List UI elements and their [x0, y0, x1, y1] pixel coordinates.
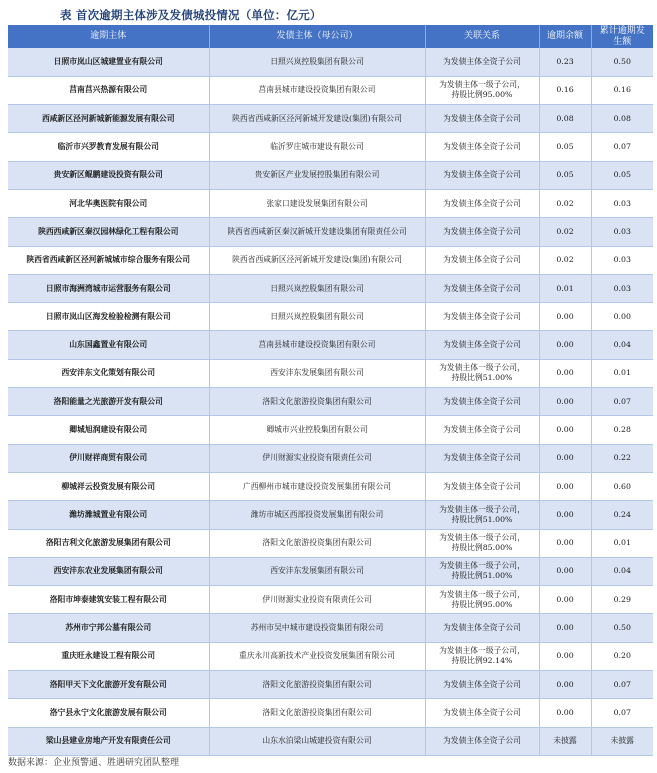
relation-cell: 为发债主体一级子公司， 持股比例51.00%	[425, 359, 539, 387]
table-row	[8, 331, 653, 359]
table-row	[8, 388, 653, 416]
entity-cell: 洛阳甲天下文化旅游开发有限公司	[8, 671, 209, 699]
relation-cell: 为发债主体全资子公司	[425, 189, 539, 217]
issuer-cell: 莒南县城市建设投资集团有限公司	[209, 76, 425, 104]
issuer-cell: 卿城市兴业控股集团有限公司	[209, 416, 425, 444]
cumulative-amount-cell: 0.04	[591, 557, 653, 585]
entity-cell: 西安沣东农业发展集团有限公司	[8, 557, 209, 585]
entity-cell: 伊川财祥商贸有限公司	[8, 444, 209, 472]
entity-cell: 柳城祥云投资发展有限公司	[8, 472, 209, 500]
issuer-cell: 陕西省西咸新区秦汉新城开发建设集团有限责任公司	[209, 218, 425, 246]
issuer-cell: 日照兴岚控股集团有限公司	[209, 48, 425, 76]
relation-cell: 为发债主体全资子公司	[425, 727, 539, 755]
relation-cell: 为发债主体全资子公司	[425, 246, 539, 274]
overdue-balance-cell: 0.05	[539, 161, 591, 189]
entity-cell: 莒南莒兴热源有限公司	[8, 76, 209, 104]
table-row	[8, 133, 653, 161]
cumulative-amount-cell: 0.03	[591, 218, 653, 246]
entity-cell: 洛阳吉利文化旅游发展集团有限公司	[8, 529, 209, 557]
cumulative-amount-cell: 0.07	[591, 671, 653, 699]
entity-cell: 山东国鑫置业有限公司	[8, 331, 209, 359]
relation-cell: 为发债主体一级子公司， 持股比例51.00%	[425, 501, 539, 529]
entity-cell: 贵安新区鲲鹏建设投资有限公司	[8, 161, 209, 189]
overdue-balance-cell: 0.02	[539, 246, 591, 274]
cumulative-amount-cell: 0.24	[591, 501, 653, 529]
issuer-cell: 广西柳州市城市建设投资发展集团有限公司	[209, 472, 425, 500]
cumulative-amount-cell: 0.29	[591, 586, 653, 614]
overdue-balance-cell: 0.23	[539, 48, 591, 76]
cumulative-amount-cell: 0.03	[591, 274, 653, 302]
overdue-balance-cell: 0.00	[539, 359, 591, 387]
relation-cell: 为发债主体全资子公司	[425, 614, 539, 642]
issuer-cell: 张家口建设发展集团有限公司	[209, 189, 425, 217]
cumulative-amount-cell: 0.05	[591, 161, 653, 189]
issuer-cell: 伊川财源实业投资有限责任公司	[209, 586, 425, 614]
entity-cell: 西咸新区泾河新城新能源发展有限公司	[8, 105, 209, 133]
table-row	[8, 586, 653, 614]
table-row	[8, 218, 653, 246]
table-row	[8, 303, 653, 331]
issuer-cell: 潍坊市城区西部投资发展集团有限公司	[209, 501, 425, 529]
issuer-cell: 洛阳文化旅游投资集团有限公司	[209, 671, 425, 699]
relation-cell: 为发债主体一级子公司， 持股比例95.00%	[425, 586, 539, 614]
entity-cell: 日照市岚山区城建置业有限公司	[8, 48, 209, 76]
overdue-balance-cell: 0.00	[539, 699, 591, 727]
cumulative-amount-cell: 0.50	[591, 614, 653, 642]
overdue-balance-cell: 0.02	[539, 218, 591, 246]
issuer-cell: 莒南县城市建设投资集团有限公司	[209, 331, 425, 359]
table-row	[8, 472, 653, 500]
cumulative-amount-cell: 0.22	[591, 444, 653, 472]
relation-cell: 为发债主体一级子公司， 持股比例51.00%	[425, 557, 539, 585]
header-entity: 逾期主体	[8, 25, 209, 48]
table-row	[8, 501, 653, 529]
entity-cell: 河北华奥医院有限公司	[8, 189, 209, 217]
overdue-balance-cell: 0.00	[539, 444, 591, 472]
table-row	[8, 246, 653, 274]
header-cumulative-line1: 累计逾期发	[599, 25, 645, 36]
table-body	[8, 48, 653, 755]
overdue-balance-cell: 0.00	[539, 586, 591, 614]
overdue-balance-cell: 0.02	[539, 189, 591, 217]
relation-cell: 为发债主体全资子公司	[425, 105, 539, 133]
issuer-cell: 日照兴岚控股集团有限公司	[209, 274, 425, 302]
cumulative-amount-cell: 0.08	[591, 105, 653, 133]
table-row	[8, 161, 653, 189]
relation-cell: 为发债主体全资子公司	[425, 48, 539, 76]
relation-cell: 为发债主体全资子公司	[425, 133, 539, 161]
table-row	[8, 274, 653, 302]
header-cumulative	[591, 25, 653, 48]
cumulative-amount-cell: 0.20	[591, 642, 653, 670]
header-cumulative-line2: 生额	[613, 36, 632, 47]
entity-cell: 苏州市宁邦公墓有限公司	[8, 614, 209, 642]
cumulative-amount-cell: 0.07	[591, 133, 653, 161]
table-row	[8, 699, 653, 727]
entity-cell: 日照市海洲湾城市运营服务有限公司	[8, 274, 209, 302]
overdue-balance-cell: 未披露	[539, 727, 591, 755]
cumulative-amount-cell: 0.60	[591, 472, 653, 500]
cumulative-amount-cell: 0.01	[591, 529, 653, 557]
data-source-note: 数据来源：企业预警通、胜遇研究团队整理	[8, 758, 180, 768]
entity-cell: 洛宁县永宁文化旅游发展有限公司	[8, 699, 209, 727]
issuer-cell: 贵安新区产业发展控股集团有限公司	[209, 161, 425, 189]
overdue-balance-cell: 0.16	[539, 76, 591, 104]
table-row	[8, 614, 653, 642]
cumulative-amount-cell: 0.04	[591, 331, 653, 359]
table-row	[8, 557, 653, 585]
relation-cell: 为发债主体一级子公司， 持股比例92.14%	[425, 642, 539, 670]
relation-cell: 为发债主体全资子公司	[425, 472, 539, 500]
overdue-balance-cell: 0.00	[539, 388, 591, 416]
entity-cell: 重庆旺永建设工程有限公司	[8, 642, 209, 670]
relation-cell: 为发债主体全资子公司	[425, 388, 539, 416]
entity-cell: 洛阳能量之光旅游开发有限公司	[8, 388, 209, 416]
entity-cell: 西安沣东文化策划有限公司	[8, 359, 209, 387]
cumulative-amount-cell: 0.03	[591, 189, 653, 217]
cumulative-amount-cell: 0.00	[591, 303, 653, 331]
table-row	[8, 529, 653, 557]
overdue-balance-cell: 0.00	[539, 557, 591, 585]
overdue-balance-cell: 0.00	[539, 501, 591, 529]
table-row	[8, 444, 653, 472]
relation-cell: 为发债主体全资子公司	[425, 671, 539, 699]
overdue-balance-cell: 0.00	[539, 614, 591, 642]
issuer-cell: 山东水泊梁山城建投资有限公司	[209, 727, 425, 755]
overdue-balance-cell: 0.00	[539, 472, 591, 500]
overdue-balance-cell: 0.00	[539, 416, 591, 444]
relation-cell: 为发债主体全资子公司	[425, 303, 539, 331]
entity-cell: 临沂市兴罗教育发展有限公司	[8, 133, 209, 161]
entity-cell: 潍坊潍城置业有限公司	[8, 501, 209, 529]
relation-cell: 为发债主体全资子公司	[425, 161, 539, 189]
issuer-cell: 陕西省西咸新区泾河新城开发建设(集团)有限公司	[209, 246, 425, 274]
table-row	[8, 416, 653, 444]
table-row	[8, 189, 653, 217]
cumulative-amount-cell: 0.16	[591, 76, 653, 104]
overdue-balance-cell: 0.00	[539, 529, 591, 557]
relation-cell: 为发债主体全资子公司	[425, 699, 539, 727]
cumulative-amount-cell: 0.28	[591, 416, 653, 444]
relation-cell: 为发债主体全资子公司	[425, 331, 539, 359]
table-row	[8, 671, 653, 699]
entity-cell: 洛阳市坤泰建筑安装工程有限公司	[8, 586, 209, 614]
cumulative-amount-cell: 0.01	[591, 359, 653, 387]
relation-cell: 为发债主体一级子公司， 持股比例95.00%	[425, 76, 539, 104]
relation-cell: 为发债主体一级子公司， 持股比例85.00%	[425, 529, 539, 557]
overdue-balance-cell: 0.05	[539, 133, 591, 161]
overdue-balance-cell: 0.00	[539, 671, 591, 699]
issuer-cell: 苏州市吴中城市建设投资集团有限公司	[209, 614, 425, 642]
overdue-balance-cell: 0.00	[539, 642, 591, 670]
header-overdue-balance: 逾期余额	[539, 25, 591, 48]
issuer-cell: 重庆永川高新技术产业投资发展集团有限公司	[209, 642, 425, 670]
cumulative-amount-cell: 0.07	[591, 699, 653, 727]
issuer-cell: 西安沣东发展集团有限公司	[209, 557, 425, 585]
cumulative-amount-cell: 0.07	[591, 388, 653, 416]
overdue-balance-cell: 0.08	[539, 105, 591, 133]
table-row	[8, 359, 653, 387]
overdue-balance-cell: 0.01	[539, 274, 591, 302]
header-issuer: 发债主体（母公司）	[209, 25, 425, 48]
table-row	[8, 76, 653, 104]
issuer-cell: 洛阳文化旅游投资集团有限公司	[209, 529, 425, 557]
issuer-cell: 洛阳文化旅游投资集团有限公司	[209, 699, 425, 727]
relation-cell: 为发债主体全资子公司	[425, 218, 539, 246]
table-row	[8, 48, 653, 76]
header-relation: 关联关系	[425, 25, 539, 48]
table-row	[8, 642, 653, 670]
entity-cell: 日照市岚山区海发检验检测有限公司	[8, 303, 209, 331]
issuer-cell: 伊川财源实业投资有限责任公司	[209, 444, 425, 472]
relation-cell: 为发债主体全资子公司	[425, 416, 539, 444]
entity-cell: 卿城旭润建设有限公司	[8, 416, 209, 444]
entity-cell: 陕西西咸新区秦汉园林绿化工程有限公司	[8, 218, 209, 246]
cumulative-amount-cell: 0.50	[591, 48, 653, 76]
issuer-cell: 洛阳文化旅游投资集团有限公司	[209, 388, 425, 416]
overdue-balance-cell: 0.00	[539, 303, 591, 331]
issuer-cell: 西安沣东发展集团有限公司	[209, 359, 425, 387]
relation-cell: 为发债主体全资子公司	[425, 444, 539, 472]
cumulative-amount-cell: 0.03	[591, 246, 653, 274]
issuer-cell: 陕西省西咸新区泾河新城开发建设(集团)有限公司	[209, 105, 425, 133]
table-header-row	[8, 25, 653, 48]
overdue-balance-cell: 0.00	[539, 331, 591, 359]
table-row	[8, 727, 653, 755]
issuer-cell: 临沂罗庄城市建设有限公司	[209, 133, 425, 161]
cumulative-amount-cell: 未披露	[591, 727, 653, 755]
table-row	[8, 105, 653, 133]
issuer-cell: 日照兴岚控股集团有限公司	[209, 303, 425, 331]
entity-cell: 梁山县建业房地产开发有限责任公司	[8, 727, 209, 755]
entity-cell: 陕西省西咸新区泾河新城城市综合服务有限公司	[8, 246, 209, 274]
relation-cell: 为发债主体全资子公司	[425, 274, 539, 302]
overdue-entities-table	[8, 25, 653, 756]
table-title: 表 首次逾期主体涉及发债城投情况（单位：亿元）	[60, 8, 322, 22]
